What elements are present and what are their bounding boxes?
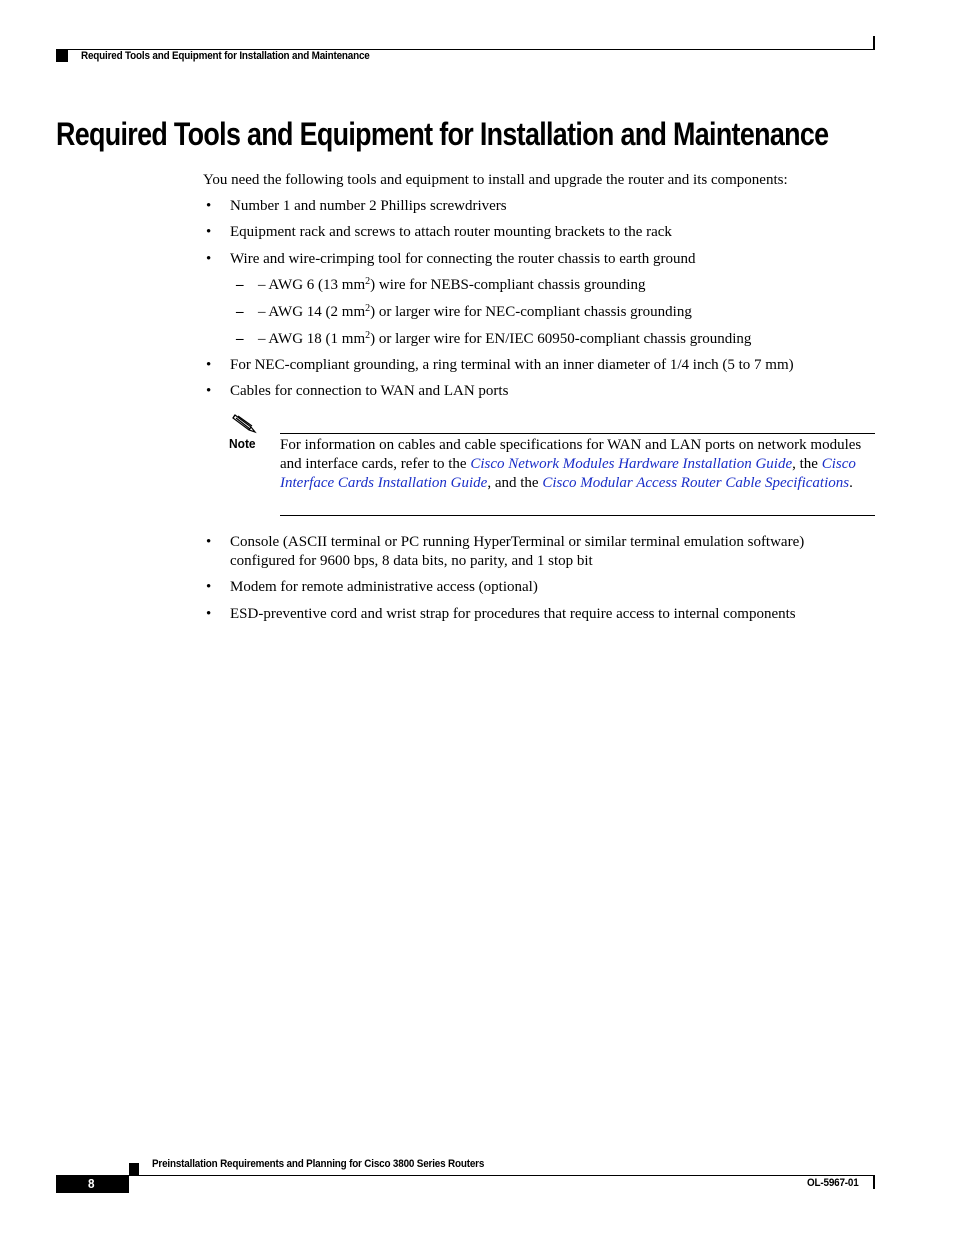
sub-item-awg14: – AWG 14 (2 $mm^2$) or larger wire for NEC-compliant chassis grounding bbox=[258, 303, 692, 320]
link-cable-specifications[interactable]: Cisco Modular Access Router Cable Specifications bbox=[542, 475, 850, 491]
footer-rule-tick bbox=[873, 1176, 875, 1189]
list-item-rack: Equipment rack and screws to attach router mounting brackets to the rack bbox=[230, 224, 672, 240]
note-label: Note bbox=[229, 436, 256, 451]
footer-book-title: Preinstallation Requirements and Planning for Cisco 3800 Series Routers bbox=[152, 1158, 485, 1170]
list-item-console: Console (ASCII terminal or PC running HyperTerminal or similar terminal emulation software) configured for 9600 bps, 8 data bits, no parity, and 1 stop bit bbox=[230, 534, 805, 569]
bullet-4: • bbox=[206, 357, 212, 373]
note-bottom-rule bbox=[280, 515, 875, 516]
sub-item-awg18: – AWG 18 (1 $mm^2$) or larger wire for EN/IEC 60950-compliant chassis grounding bbox=[258, 330, 752, 347]
list-item-esd: ESD-preventive cord and wrist strap for procedures that require access to internal components bbox=[230, 606, 796, 622]
dash-2: – bbox=[236, 304, 244, 320]
bullet-6: • bbox=[206, 534, 212, 550]
page-number: 8 bbox=[88, 1176, 95, 1191]
note-top-rule bbox=[280, 433, 875, 434]
list-item-screwdrivers: Number 1 and number 2 Phillips screwdrivers bbox=[230, 198, 507, 214]
link-network-modules-guide[interactable]: Cisco Network Modules Hardware Installation Guide bbox=[470, 456, 793, 472]
list-item-wire-tool: Wire and wire-crimping tool for connecting the router chassis to earth ground bbox=[230, 251, 696, 267]
bullet-3: • bbox=[206, 251, 212, 267]
page-title: Required Tools and Equipment for Installation and Maintenance bbox=[56, 116, 829, 152]
bullet-5: • bbox=[206, 383, 212, 399]
dash-1: – bbox=[236, 277, 244, 293]
bullet-8: • bbox=[206, 606, 212, 622]
header-marker bbox=[56, 50, 68, 62]
list-item-cables: Cables for connection to WAN and LAN ports bbox=[230, 383, 509, 399]
bullet-2: • bbox=[206, 224, 212, 240]
bullet-7: • bbox=[206, 579, 212, 595]
link-interface-cards-guide[interactable]: Cisco Interface Cards Installation Guide bbox=[280, 456, 856, 491]
footer-rule bbox=[129, 1175, 875, 1176]
footer-marker bbox=[129, 1163, 139, 1175]
dash-3: – bbox=[236, 331, 244, 347]
bullet-1: • bbox=[206, 198, 212, 214]
doc-number: OL-5967-01 bbox=[807, 1177, 859, 1189]
list-item-modem: Modem for remote administrative access (optional) bbox=[230, 579, 538, 595]
header-rule-tick bbox=[873, 36, 875, 50]
note-body: For information on cables and cable specifications for WAN and LAN ports on network modules and interface cards, refer to the Cisco Network Modules Hardware Installation Guide, the Cisco Interface Cards Installation Guide, and the Cisco Modular Access Router Cable Specifications. bbox=[280, 437, 862, 491]
sub-item-awg6: – AWG 6 (13 $mm^2$) wire for NEBS-compliant chassis grounding bbox=[258, 276, 646, 293]
pencil-icon bbox=[231, 412, 259, 434]
running-header-title: Required Tools and Equipment for Installation and Maintenance bbox=[81, 50, 370, 62]
list-item-ring-terminal: For NEC-compliant grounding, a ring terminal with an inner diameter of 1/4 inch (5 to 7 mm) bbox=[230, 357, 794, 373]
intro-paragraph: You need the following tools and equipment to install and upgrade the router and its components: bbox=[203, 172, 788, 188]
